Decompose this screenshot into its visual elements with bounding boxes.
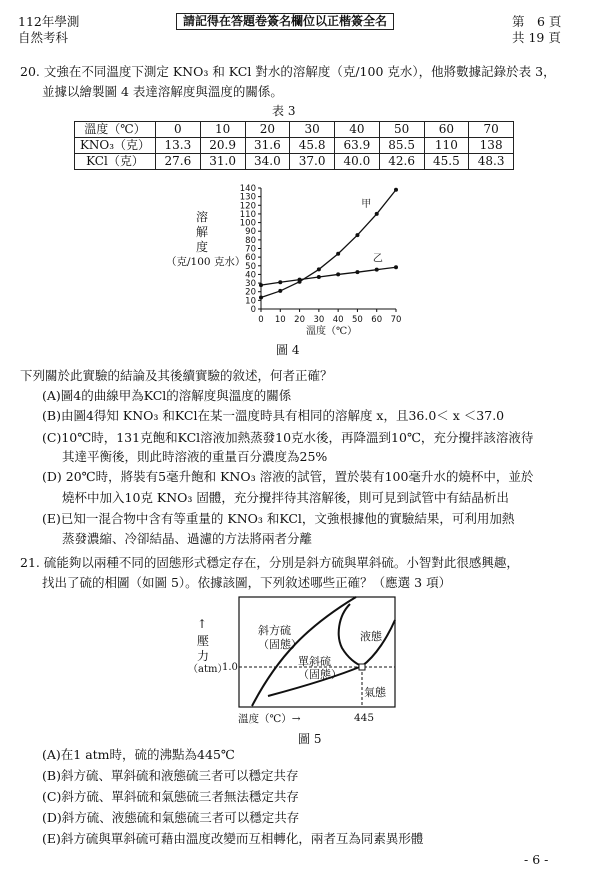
- fig5-caption: 圖 5: [298, 732, 322, 746]
- x-tick-label: 10: [274, 315, 286, 325]
- y-tick-label: 140: [239, 184, 256, 194]
- label-liquid: 液態: [360, 630, 382, 643]
- x-tick-label: 70: [390, 315, 402, 325]
- q20-option-d-cont: 燒杯中加入10克 KNO₃ 固體，充分攪拌待其溶解後，則可見到試管中有結晶析出: [62, 490, 509, 505]
- table-cell: 20: [245, 122, 290, 138]
- y-tick-label: 70: [245, 244, 256, 255]
- table-cell: 45.5: [424, 154, 469, 170]
- solubility-chart: [225, 180, 425, 340]
- label-rhombic-solid: （固態）: [258, 638, 302, 651]
- page-number: 第 6 頁: [512, 14, 562, 29]
- data-point: [355, 270, 359, 274]
- q21-option-d[interactable]: (D)斜方硫、液態硫和氣態硫三者可以穩定共存: [42, 810, 300, 825]
- q21-line1: 21. 硫能夠以兩種不同的固態形式穩定存在，分別是斜方硫與單斜硫。小智對此很感興趣，: [20, 555, 519, 570]
- y-tick-label: 100: [239, 218, 256, 229]
- y-tick-label: 30: [245, 279, 256, 290]
- table-cell: 48.3: [469, 154, 514, 170]
- boiling-point-marker: [359, 664, 365, 670]
- q20-line2: 並據以繪製圖 4 表達溶解度與溫度的關係。: [42, 84, 283, 99]
- table-cell: 42.6: [379, 154, 424, 170]
- ylabel-char: 溶: [196, 210, 209, 224]
- table-cell: 34.0: [245, 154, 290, 170]
- q21-line2: 找出了硫的相圖（如圖 5）。依據該圖，下列敘述哪些正確？（應選 3 項）: [42, 575, 452, 590]
- table-cell: 0: [156, 122, 201, 138]
- data-point: [394, 265, 398, 269]
- table-cell: 31.6: [245, 138, 290, 154]
- notice-box: 請記得在答題卷簽名欄位以正楷簽全名: [176, 13, 394, 30]
- table-caption: 表 3: [272, 104, 296, 118]
- footer-page: - 6 -: [524, 852, 549, 867]
- table-cell: 50: [379, 122, 424, 138]
- y-tick-label: 130: [239, 192, 256, 203]
- fig4-caption: 圖 4: [276, 343, 300, 357]
- q20-option-e-cont: 蒸發濃縮、冷卻結晶、過濾的方法將兩者分離: [62, 531, 313, 546]
- q20-option-b[interactable]: (B)由圖4得知 KNO₃ 和KCl在某一溫度時具有相同的溶解度 x，且36.0＜ x ＜37.0: [42, 408, 505, 423]
- tick-temperature: 445: [354, 712, 375, 724]
- x-tick-label: 0: [258, 315, 264, 325]
- table-cell: 37.0: [290, 154, 335, 170]
- table-row: [75, 138, 514, 154]
- y-tick-label: 80: [245, 235, 256, 246]
- ylabel-pressure: 壓: [197, 634, 210, 648]
- table-cell: 溫度（℃）: [75, 122, 156, 138]
- ylabel-unit: （atm）: [188, 664, 228, 675]
- chart-xlabel: 溫度（℃）: [306, 326, 358, 337]
- table-cell: 45.8: [290, 138, 335, 154]
- ylabel-char: 解: [196, 225, 209, 239]
- table-cell: 27.6: [156, 154, 201, 170]
- x-tick-label: 50: [352, 315, 363, 325]
- table-cell: 31.0: [200, 154, 245, 170]
- table-cell: 13.3: [156, 138, 201, 154]
- q21-option-e[interactable]: (E)斜方硫與單斜硫可藉由溫度改變而互相轉化，兩者互為同素異形體: [42, 831, 424, 846]
- ylabel-pressure: 力: [197, 649, 210, 663]
- y-tick-label: 20: [245, 287, 256, 298]
- table-header-row: [75, 122, 514, 138]
- table-cell: 110: [424, 138, 469, 154]
- q20-line1: 20. 文強在不同溫度下測定 KNO₃ 和 KCl 對水的溶解度（克/100 克水），他將數據記錄於表 3，: [20, 64, 556, 79]
- x-tick-label: 40: [332, 315, 344, 325]
- table-cell: 40.0: [335, 154, 380, 170]
- data-point: [278, 280, 282, 284]
- ylabel-char: 度: [196, 240, 209, 254]
- y-tick-label: 0: [250, 305, 256, 315]
- y-tick-label: 10: [245, 296, 256, 307]
- q20-option-c-cont: 其達平衡後，則此時溶液的重量百分濃度為25%: [62, 449, 328, 464]
- y-tick-label: 110: [239, 209, 256, 220]
- table-cell: 60: [424, 122, 469, 138]
- chart-series: [259, 188, 398, 300]
- y-tick-label: 40: [245, 270, 256, 281]
- q20-option-d[interactable]: (D) 20℃時，將裝有5毫升飽和 KNO₃ 溶液的試管，置於裝有100毫升水的燒杯中，並於: [42, 469, 534, 484]
- label-monoclinic-solid: （固態）: [298, 668, 342, 681]
- data-point: [317, 267, 321, 271]
- q21-option-c[interactable]: (C)斜方硫、單斜硫和氣態硫三者無法穩定共存: [42, 789, 299, 804]
- tick-pressure: 1.0: [222, 662, 238, 673]
- y-tick-label: 90: [245, 227, 256, 238]
- exam-year: 112年學測: [18, 14, 80, 29]
- data-point: [298, 278, 302, 282]
- y-tick-label: 60: [245, 253, 256, 264]
- data-point: [317, 275, 321, 279]
- data-point: [259, 283, 263, 287]
- data-point: [259, 296, 263, 300]
- q21-option-a[interactable]: (A)在1 atm時，硫的沸點為445℃: [42, 747, 235, 762]
- series-label-yi: 乙: [372, 253, 383, 265]
- q20-stem: 下列關於此實驗的結論及其後續實驗的敘述，何者正確？: [20, 368, 333, 383]
- table-cell: 20.9: [200, 138, 245, 154]
- label-monoclinic: 單斜硫: [298, 655, 331, 668]
- x-tick-label: 60: [371, 315, 383, 325]
- subject: 自然考科: [18, 30, 69, 45]
- table-cell: KCl（克）: [75, 154, 156, 170]
- diagram-xlabel: 溫度（℃）→: [238, 713, 301, 725]
- table-cell: KNO₃（克）: [75, 138, 156, 154]
- data-point: [355, 233, 359, 237]
- x-tick-label: 30: [313, 315, 325, 325]
- q20-option-a[interactable]: (A)圖4的曲線甲為KCl的溶解度與溫度的關係: [42, 388, 292, 403]
- solubility-table: [74, 121, 514, 170]
- data-point: [336, 252, 340, 256]
- chart-series-labels: [361, 198, 383, 264]
- label-rhombic: 斜方硫: [258, 624, 291, 637]
- data-point: [278, 289, 282, 293]
- table-cell: 10: [200, 122, 245, 138]
- label-gas: 氣態: [364, 686, 386, 699]
- monoclinic-liquid-line: [339, 604, 362, 666]
- pressure-arrow: ↑: [197, 617, 208, 631]
- table-cell: 70: [469, 122, 514, 138]
- q21-option-b[interactable]: (B)斜方硫、單斜硫和液態硫三者可以穩定共存: [42, 768, 299, 783]
- data-point: [336, 272, 340, 276]
- data-point: [375, 268, 379, 272]
- table-cell: 30: [290, 122, 335, 138]
- x-tick-label: 20: [294, 315, 305, 325]
- page-total: 共 19 頁: [512, 30, 561, 45]
- series-label-jia: 甲: [361, 199, 372, 211]
- table-row: [75, 154, 514, 170]
- table-cell: 40: [335, 122, 380, 138]
- table-cell: 85.5: [379, 138, 424, 154]
- data-point: [394, 188, 398, 192]
- y-tick-label: 50: [245, 261, 256, 272]
- table-cell: 63.9: [335, 138, 380, 154]
- ylabel-unit: （克/100 克水）: [166, 256, 246, 268]
- q20-option-e[interactable]: (E)已知一混合物中含有等重量的 KNO₃ 和KCl，文強根據他的實驗結果，可利用加熱: [42, 511, 515, 526]
- table-cell: 138: [469, 138, 514, 154]
- q20-option-c[interactable]: (C)10℃時，131克飽和KCl溶液加熱蒸發10克水後，再降溫到10℃，充分攪拌該溶液待: [42, 430, 534, 445]
- data-point: [375, 212, 379, 216]
- y-tick-label: 120: [239, 201, 256, 212]
